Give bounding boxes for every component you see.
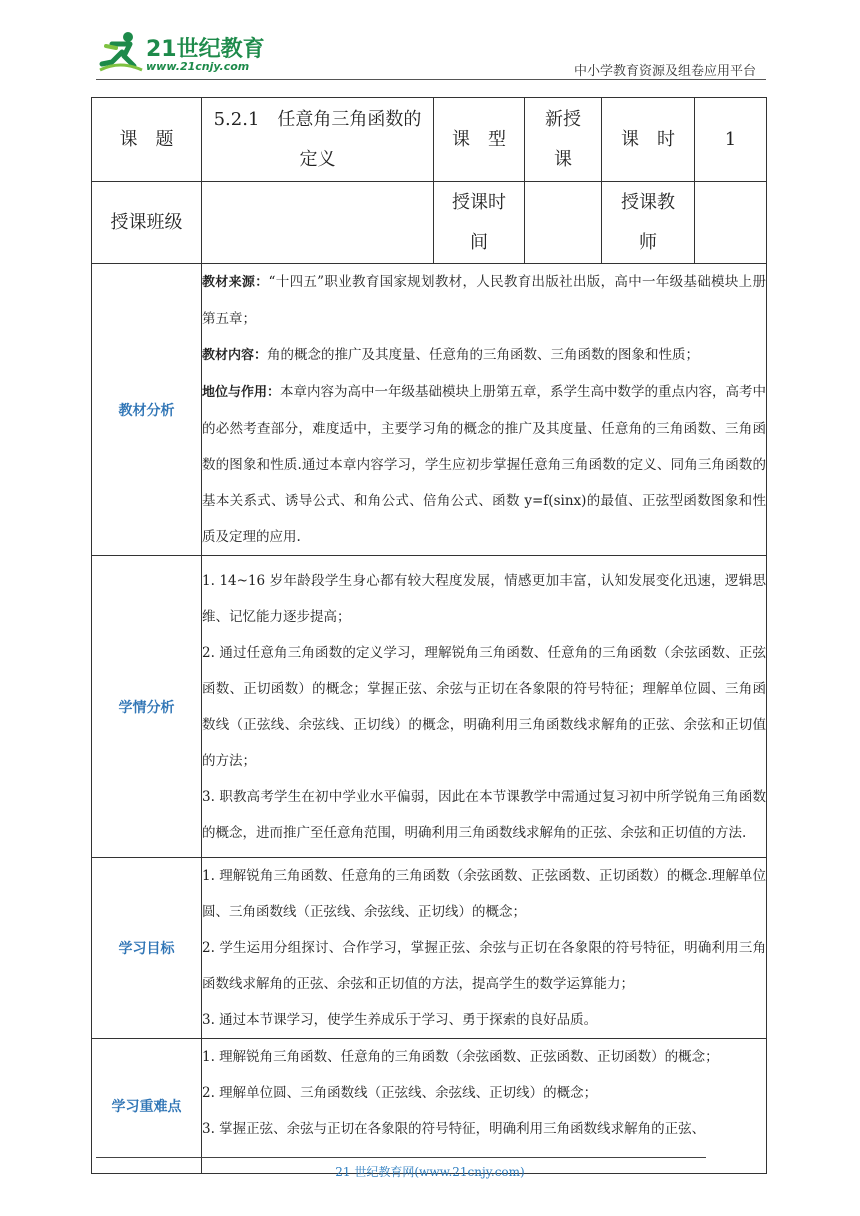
list-item: 3. 掌握正弦、余弦与正切在各象限的符号特征，明确利用三角函数线求解角的正弦、 — [202, 1121, 706, 1137]
page-header — [0, 0, 860, 90]
type-value-text: 新授课 — [545, 108, 581, 170]
list-item: 1. 理解锐角三角函数、任意角的三角函数（余弦函数、正弦函数、正切函数）的概念； — [202, 1049, 719, 1065]
list-item: 1. 理解锐角三角函数、任意角的三角函数（余弦函数、正弦函数、正切函数）的概念.理解单位圆、三角函数线（正弦线、余弦线、正切线）的概念； — [202, 868, 766, 920]
material-role-title: 地位与作用： — [202, 385, 281, 400]
table-row — [92, 556, 767, 858]
header-divider — [96, 79, 766, 80]
topic-value-text: 5.2.1 任意角三角函数的定义 — [213, 108, 422, 170]
runner-icon — [98, 30, 144, 74]
lesson-plan-table — [91, 97, 767, 1174]
table-row — [92, 98, 767, 182]
student-analysis — [202, 556, 767, 858]
teacher-label-text: 授课教师 — [621, 191, 675, 253]
logo-url: www.21cnjy.com — [146, 60, 250, 73]
material-role — [202, 374, 766, 555]
material-content-text: 角的概念的推广及其度量、任意角的三角函数、三角函数的图象和性质； — [267, 347, 700, 363]
teacher-label — [602, 182, 695, 264]
material-source — [202, 264, 766, 337]
list-item: 3. 职教高考学生在初中学业水平偏弱，因此在本节课教学中需通过复习初中所学锐角三角函数的概念，进而推广至任意角范围，明确利用三角函数线求解角的正弦、余弦和正切值的方法. — [202, 788, 766, 841]
class-label: 授课班级 — [92, 182, 202, 264]
topic-value — [202, 98, 434, 182]
key-difficult-points — [202, 1039, 767, 1174]
logo-text: 21世纪教育 — [146, 37, 265, 62]
type-value — [525, 98, 602, 182]
material-source-text: “十四五”职业教育国家规划教材，人民教育出版社出版，高中一年级基础模块上册第五章； — [202, 274, 766, 327]
table-row — [92, 182, 767, 264]
topic-label: 课 题 — [92, 98, 202, 182]
time-value[interactable] — [525, 182, 602, 264]
table-row — [92, 858, 767, 1039]
teacher-value[interactable] — [695, 182, 767, 264]
section-label-material: 教材分析 — [92, 264, 202, 556]
hours-label: 课 时 — [602, 98, 695, 182]
list-item: 2. 通过任意角三角函数的定义学习，理解锐角三角函数、任意角的三角函数（余弦函数、正弦函数、正切函数）的概念；掌握正弦、余弦与正切在各象限的符号特征；理解单位圆、三角函数线（正弦线、余弦线、正切线）的概念，明确利用三角函数线求解角的正弦、余弦和正切值的方法； — [202, 644, 766, 769]
table-row — [92, 1039, 767, 1174]
material-content-title: 教材内容： — [202, 348, 268, 363]
section-label-objectives: 学习目标 — [92, 858, 202, 1039]
class-value[interactable] — [202, 182, 434, 264]
material-source-title: 教材来源： — [202, 275, 269, 290]
list-item: 1. 14~16 岁年龄段学生身心都有较大程度发展，情感更加丰富，认知发展变化迅速，逻辑思维、记忆能力逐步提高； — [202, 572, 766, 625]
list-item: 3. 通过本节课学习，使学生养成乐于学习、勇于探索的良好品质。 — [202, 1012, 598, 1028]
time-label — [434, 182, 525, 264]
footer-divider — [96, 1157, 706, 1158]
hours-value: 1 — [695, 98, 767, 182]
learning-objectives — [202, 858, 767, 1039]
list-item: 2. 理解单位圆、三角函数线（正弦线、余弦线、正切线）的概念； — [202, 1085, 598, 1101]
list-item: 2. 学生运用分组探讨、合作学习，掌握正弦、余弦与正切在各象限的符号特征，明确利用三角函数线求解角的正弦、余弦和正切值的方法，提高学生的数学运算能力； — [202, 940, 766, 992]
material-analysis — [202, 264, 767, 556]
time-label-text: 授课时间 — [452, 191, 506, 253]
type-label: 课 型 — [434, 98, 525, 182]
footer-link[interactable]: 21 世纪教育网(www.21cnjy.com) — [335, 1165, 525, 1179]
section-label-students: 学情分析 — [92, 556, 202, 858]
material-content — [202, 337, 766, 374]
material-role-text: 本章内容为高中一年级基础模块上册第五章，系学生高中数学的重点内容，高考中的必然考查部分，难度适中，主要学习角的概念的推广及其度量、任意角的三角函数、三角函数的图象和性质.通过本章内容学习，学生应初步掌握任意角三角函数的定义、同角三角函数的基本关系式、诱导公式、和角公式、倍角公式、函数 y=f(sinx)的最值、正弦型函数图象和性质及定理的应用. — [202, 384, 767, 545]
platform-name: 中小学教育资源及组卷应用平台 — [573, 64, 756, 79]
site-logo[interactable] — [96, 26, 266, 78]
table-row — [92, 264, 767, 556]
section-label-keypoints: 学习重难点 — [92, 1039, 202, 1174]
